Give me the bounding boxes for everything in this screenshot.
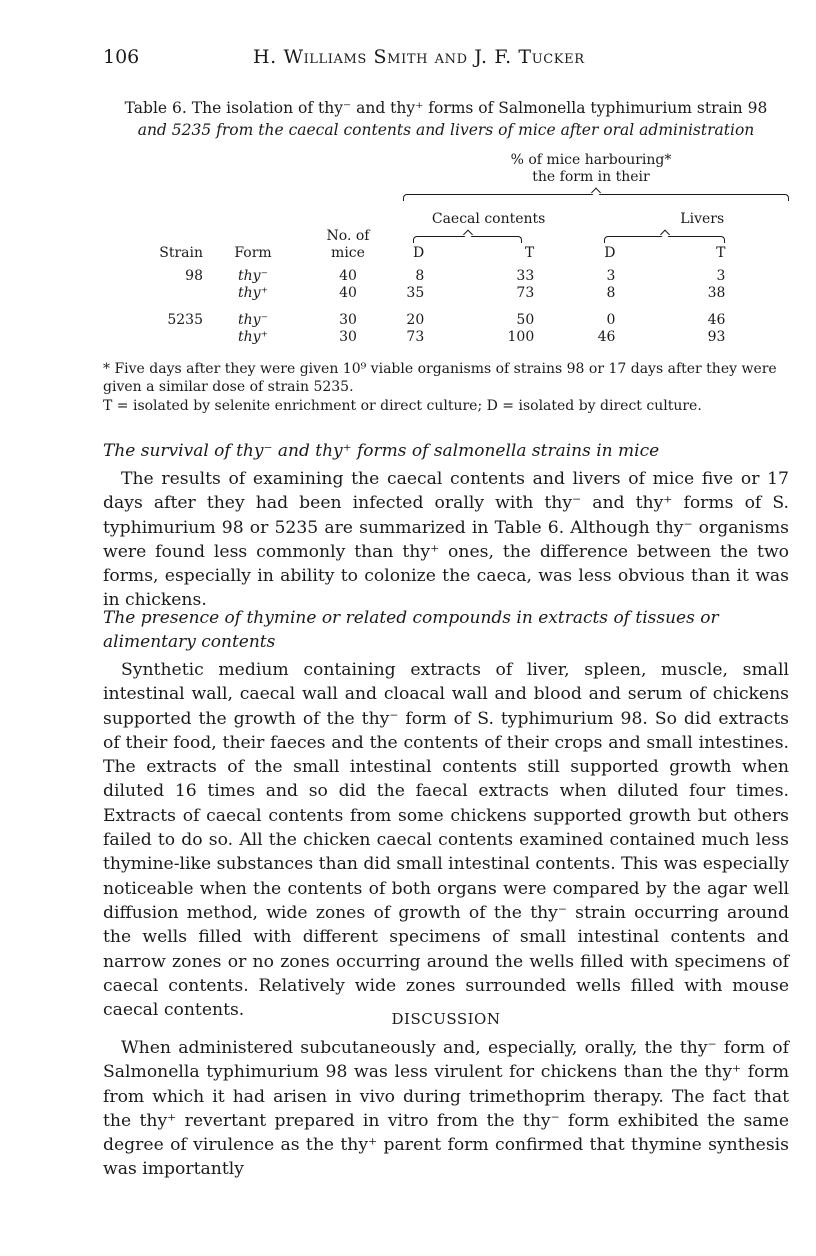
col-caecal-d: D (413, 245, 425, 261)
cell-ct: 50 (516, 312, 535, 328)
cell-form: thy⁺ (238, 285, 268, 301)
table-caption-line-1: Table 6. The isolation of thy⁻ and thy⁺ forms of Salmonella typhimurium strain 98 (124, 99, 768, 117)
cell-cd: 8 (415, 268, 425, 284)
span-brace-bracket (403, 188, 789, 202)
table-caption (103, 97, 789, 141)
cell-cd: 20 (406, 312, 425, 328)
span-header-line-2: the form in their (532, 169, 650, 185)
cell-mice: 30 (339, 312, 357, 328)
cell-ld: 0 (606, 312, 616, 328)
cell-mice: 40 (339, 285, 357, 301)
caecal-brace-bracket (413, 230, 522, 244)
section-2-heading: The presence of thymine or related compounds in extracts of tissues or alimentary contents (103, 608, 719, 652)
col-livers-d: D (604, 245, 616, 261)
section-1-heading: The survival of thy⁻ and thy⁺ forms of salmonella strains in mice (103, 441, 660, 461)
cell-ld: 8 (606, 285, 616, 301)
span-header-row-1 (103, 152, 789, 169)
cell-ct: 33 (516, 268, 535, 284)
discussion-body (103, 1036, 789, 1182)
cell-cd: 73 (406, 329, 425, 345)
table-footnote-2: T = isolated by selenite enrichment or direct culture; D = isolated by direct culture. (103, 398, 702, 414)
cell-strain: 5235 (167, 312, 203, 328)
page-number: 106 (103, 46, 140, 68)
section-1-text: The results of examining the caecal contents and livers of mice five or 17 days after they had been infected orally with thy⁻ and thy⁺ forms of S. typhimurium 98 or 5235 are summarized in Table 6. Although thy⁻ organisms were found less commonly than thy⁺ ones, the difference between the two forms, especially in ability to colonize the caeca, was less obvious than it was in chickens. (103, 469, 789, 611)
cell-form: thy⁺ (238, 329, 268, 345)
col-livers-t: T (716, 245, 726, 261)
cell-ld: 3 (606, 268, 616, 284)
col-caecal-t: T (524, 245, 535, 261)
cell-form: thy⁻ (238, 268, 268, 284)
table-row (103, 285, 789, 302)
cell-ld: 46 (597, 329, 616, 345)
col-strain: Strain (159, 245, 203, 261)
section-2-text: Synthetic medium containing extracts of liver, spleen, muscle, small intestinal wall, caecal wall and cloacal wall and blood and serum of chickens supported the growth of the thy⁻ form of S. typhimurium 98. So did extracts of their food, their faeces and the contents of their crops and small intestines. The extracts of the small intestinal contents still supported growth when diluted 16 times and so did the faecal extracts when diluted four times. Extracts of caecal contents from some chickens supported growth but others failed to do so. All the chicken caecal contents examined contained much less thymine-like substances than did small intestinal contents. This was especially noticeable when the contents of both organs were compared by the agar well diffusion method, wide zones of growth of the thy⁻ strain occurring around the wells filled with different specimens of small intestinal contents and narrow zones or no zones occurring around the wells filled with specimens of caecal contents. Relatively wide zones surrounded wells filled with mouse caecal contents. (103, 660, 789, 1021)
livers-brace-bracket (604, 230, 725, 244)
span-brace-row (103, 186, 789, 203)
cell-form: thy⁻ (238, 312, 268, 328)
cell-mice: 40 (339, 268, 357, 284)
column-header-row (103, 245, 789, 262)
table-row (103, 268, 789, 285)
running-authors: H. Williams Smith and J. F. Tucker (253, 46, 585, 68)
cell-lt: 38 (707, 285, 726, 301)
col-mice-line-2: mice (331, 245, 365, 261)
cell-strain (103, 285, 203, 302)
discussion-heading: DISCUSSION (391, 1010, 501, 1028)
group-header-row (103, 211, 789, 228)
cell-mice: 30 (339, 329, 357, 345)
section-1-body (103, 467, 789, 613)
brace-row (103, 228, 789, 245)
col-form: Form (234, 245, 272, 261)
cell-strain (103, 329, 203, 346)
group-livers: Livers (680, 211, 725, 227)
cell-strain: 98 (185, 268, 203, 284)
table-caption-line-2: and 5235 from the caecal contents and livers of mice after oral administration (137, 121, 755, 139)
table-footnote-1: * Five days after they were given 10⁹ viable organisms of strains 98 or 17 days after they were given a similar dose of strain 5235. (103, 361, 777, 395)
cell-cd: 35 (406, 285, 425, 301)
cell-lt: 93 (707, 329, 726, 345)
table-body (103, 268, 789, 346)
group-caecal-contents: Caecal contents (431, 211, 546, 227)
cell-lt: 46 (707, 312, 726, 328)
col-mice-line-1: No. of (326, 228, 370, 244)
cell-lt: 3 (716, 268, 726, 284)
cell-ct: 100 (507, 329, 535, 345)
span-header-row-2 (103, 169, 789, 186)
table-row (103, 329, 789, 346)
table-row (103, 312, 789, 329)
section-2-body (103, 658, 789, 1022)
data-table (103, 152, 789, 346)
cell-ct: 73 (516, 285, 535, 301)
span-header-line-1: % of mice harbouring* (510, 152, 672, 168)
discussion-text: When administered subcutaneously and, especially, orally, the thy⁻ form of Salmonella typhimurium 98 was less virulent for chickens than the thy⁺ form from which it had arisen in vivo during trimethoprim therapy. The fact that the thy⁺ revertant prepared in vitro from the thy⁻ form exhibited the same degree of virulence as the thy⁺ parent form confirmed that thymine synthesis was importantly (103, 1038, 789, 1180)
